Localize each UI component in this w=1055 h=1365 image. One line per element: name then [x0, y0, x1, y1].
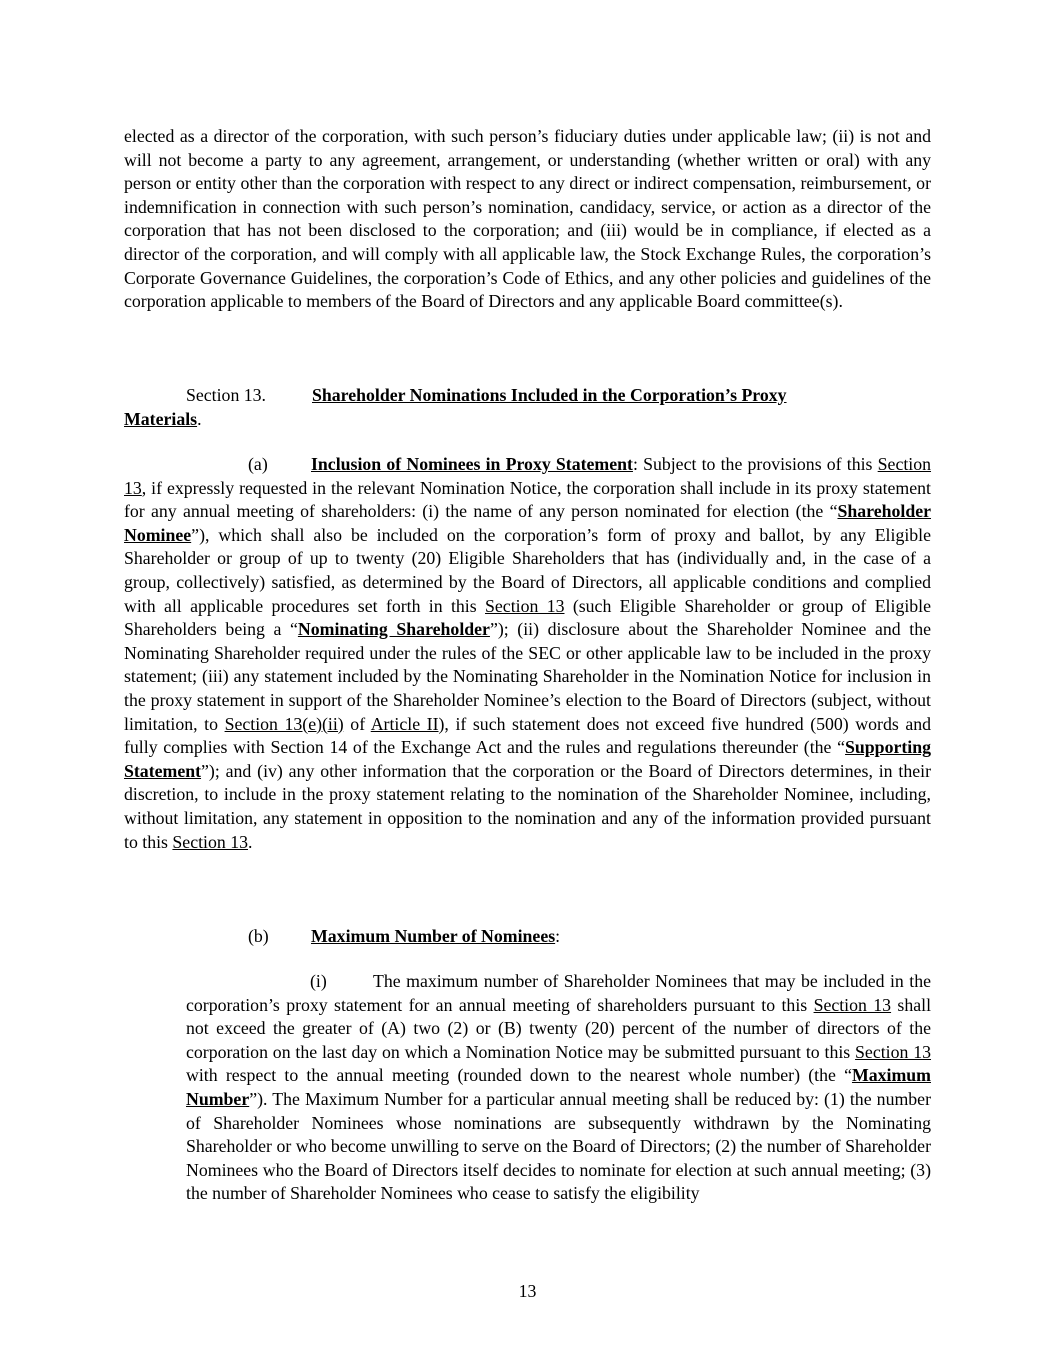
paragraph-b-i: (i) The maximum number of Shareholder Nominees that may be included in the corporation’s proxy statement for an annual meeting of shareholders pursuant to this Section 13 shall not exceed the greater of (A) two (2) or (B) twenty (20) percent of the number of directors of the corporation on the last day on which a Nomination Notice may be submitted pursuant to this Section 13 with respect to the annual meeting (rounded down to the nearest whole number) (the “Maximum Number”). The Maximum Number for a particular annual meeting shall be reduced by: (1) the number of Shareholder Nominees whose nominations are subsequently withdrawn by the Nominating Shareholder or who become unwilling to serve on the Board of Directors; (2) the number of Shareholder Nominees who the Board of Directors itself decides to nominate for election at such annual meeting; (3) the number of Shareholder Nominees who cease to satisfy the eligibility: [186, 971, 932, 1204]
section-reference: Section 13: [124, 454, 932, 498]
paragraph-a-label: (a): [248, 454, 268, 474]
page-number: 13: [518, 1281, 537, 1301]
section-reference: Section 13: [813, 994, 892, 1015]
paragraph-b-i-label: (i): [310, 971, 327, 991]
section-reference: Section 13: [485, 595, 565, 616]
section-13-heading: Section 13. Shareholder Nominations Included in the Corporation’s Proxy Materials.: [124, 385, 787, 429]
defined-term: Shareholder Nominee: [124, 501, 931, 545]
section-title-part2: Materials: [124, 408, 198, 429]
defined-term: Supporting Statement: [124, 737, 931, 781]
paragraph-continuation: [124, 125, 931, 314]
paragraph-b-heading: Maximum Number of Nominees: [311, 926, 556, 946]
defined-term: Nominating Shareholder: [297, 619, 490, 640]
section-title-part1: Shareholder Nominations Included in the Corporation’s Proxy: [312, 385, 787, 405]
paragraph-b: (b) Maximum Number of Nominees:: [124, 925, 931, 949]
section-reference: Section 13: [172, 831, 248, 852]
section-reference: Section 13: [855, 1041, 932, 1062]
article-reference: Article II: [370, 713, 439, 734]
defined-term: Maximum Number: [186, 1065, 931, 1109]
section-label: Section 13.: [186, 385, 267, 405]
paragraph-a: (a) Inclusion of Nominees in Proxy Statement: Subject to the provisions of this Section 13, if expressly requested in the relevant Nomination Notice, the corporation shall include in its proxy statement for any annual meeting of shareholders: (i) the name of any person nominated for election (the “Shareholder Nominee”), which shall also be included on the corporation’s form of proxy and ballot, by any Eligible Shareholder or group of up to twenty (20) Eligible Shareholders that has (individually and, in the case of a group, collectively) satisfied, as determined by the Board of Directors, all applicable conditions and complied with all applicable procedures set forth in this Section 13 (such Eligible Shareholder or group of Eligible Shareholders being a “Nominating Shareholder”); (ii) disclosure about the Shareholder Nominee and the Nominating Shareholder required under the rules of the SEC or other applicable law to be included in the proxy statement; (iii) any statement included by the Nominating Shareholder in the Nomination Notice for inclusion in the proxy statement in support of the Shareholder Nominee’s election to the Board of Directors (subject, without limitation, to Section 13(e)(ii) of Article II), if such statement does not exceed five hundred (500) words and fully complies with Section 14 of the Exchange Act and the rules and regulations thereunder (the “Supporting Statement”); and (iv) any other information that the corporation or the Board of Directors determines, in their discretion, to include in the proxy statement relating to the nomination of the Shareholder Nominee, including, without limitation, any statement in opposition to the nomination and any of the information provided pursuant to this Section 13.: [124, 454, 932, 852]
section-reference: Section 13(e)(ii): [224, 713, 344, 734]
paragraph-b-label: (b): [248, 926, 269, 946]
paragraph-text: elected as a director of the corporation, with such person’s fiduciary duties under applicable law; (ii) is not and will not become a party to any agreement, arrangement, or understanding (whether written or oral) with any person or entity other than the corporation with respect to any direct or indirect compensation, reimbursement, or indemnification in connection with such person’s nomination, candidacy, service, or action as a director of the corporation that has not been disclosed to the corporation; and (iii) would be in compliance, if elected as a director of the corporation, and will comply with all applicable law, the Stock Exchange Rules, the corporation’s Corporate Governance Guidelines, the corporation’s Code of Ethics, and any other policies and guidelines of the corporation applicable to members of the Board of Directors and any applicable Board committee(s).: [124, 126, 931, 312]
paragraph-a-heading: Inclusion of Nominees in Proxy Statement: [311, 454, 633, 474]
